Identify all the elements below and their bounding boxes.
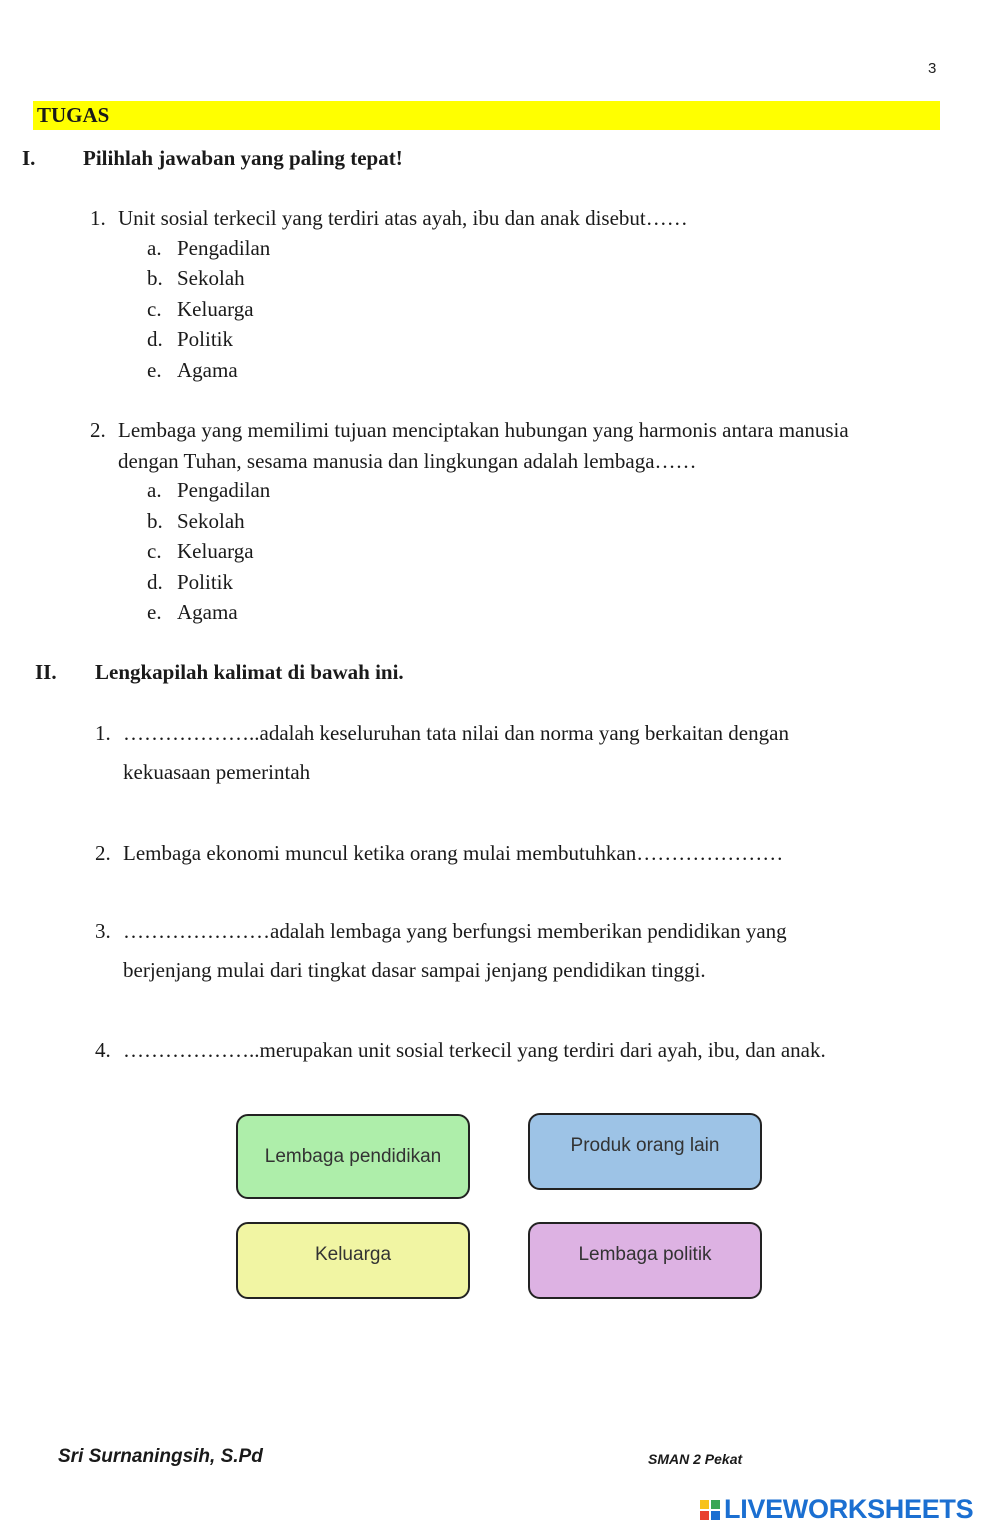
section1-instruction: Pilihlah jawaban yang paling tepat! [83,146,403,170]
q2-option-letter: b. [147,509,163,533]
q1-option-a[interactable]: Pengadilan [177,236,271,260]
fill-item1-line1: ………………..adalah keseluruhan tata nilai dan norma yang berkaitan dengan [123,721,789,745]
q1-option-letter: e. [147,358,162,382]
fill-item3-number: 3. [95,919,111,943]
fill-item3-line2: berjenjang mulai dari tingkat dasar sampai jenjang pendidikan tinggi. [123,958,706,982]
page-title: TUGAS [37,103,110,127]
fill-item4-line1: ………………..merupakan unit sosial terkecil yang terdiri dari ayah, ibu, dan anak. [123,1038,826,1062]
question1-text: Unit sosial terkecil yang terdiri atas ayah, ibu dan anak disebut…… [118,206,688,230]
answer-box-produk-orang-lain[interactable]: Produk orang lain [528,1113,762,1190]
q2-option-e[interactable]: Agama [177,600,238,624]
answer-box-lembaga-pendidikan[interactable]: Lembaga pendidikan [236,1114,470,1199]
fill-item1-line2: kekuasaan pemerintah [123,760,311,784]
question2-text-line1: Lembaga yang memilimi tujuan menciptakan hubungan yang harmonis antara manusia [118,418,849,442]
question2-text-line2: dengan Tuhan, sesama manusia dan lingkungan adalah lembaga…… [118,449,697,473]
fill-item4-number: 4. [95,1038,111,1062]
page-number: 3 [928,60,937,77]
q2-option-letter: e. [147,600,162,624]
q2-option-b[interactable]: Sekolah [177,509,245,533]
q2-option-d[interactable]: Politik [177,570,234,594]
answer-box-lembaga-politik[interactable]: Lembaga politik [528,1222,762,1299]
q2-option-c[interactable]: Keluarga [177,539,254,563]
fill-item2-line1: Lembaga ekonomi muncul ketika orang mulai membutuhkan………………… [123,841,784,865]
section2-instruction: Lengkapilah kalimat di bawah ini. [95,660,404,684]
title-highlight [33,101,940,130]
q1-option-b[interactable]: Sekolah [177,266,245,290]
fill-item1-number: 1. [95,721,111,745]
q1-option-letter: c. [147,297,162,321]
section1-number: I. [22,146,36,170]
liveworksheets-brand [700,1494,973,1525]
footer-school: SMAN 2 Pekat [648,1451,743,1467]
q2-option-letter: a. [147,478,162,502]
q2-option-letter: d. [147,570,163,594]
footer-author: Sri Surnaningsih, S.Pd [58,1446,263,1467]
fill-item3-line1: …………………adalah lembaga yang berfungsi memberikan pendidikan yang [123,919,787,943]
q2-option-a[interactable]: Pengadilan [177,478,271,502]
q1-option-e[interactable]: Agama [177,358,238,382]
q1-option-letter: b. [147,266,163,290]
question1-number: 1. [90,206,106,230]
q1-option-c[interactable]: Keluarga [177,297,254,321]
q2-option-letter: c. [147,539,162,563]
liveworksheets-wordmark: LIVEWORKSHEETS [724,1494,974,1524]
fill-item2-number: 2. [95,841,111,865]
q1-option-d[interactable]: Politik [177,327,234,351]
section2-number: II. [35,660,57,684]
liveworksheets-logo-icon [700,1500,720,1520]
question2-number: 2. [90,418,106,442]
q1-option-letter: a. [147,236,162,260]
q1-option-letter: d. [147,327,163,351]
answer-box-keluarga[interactable]: Keluarga [236,1222,470,1299]
